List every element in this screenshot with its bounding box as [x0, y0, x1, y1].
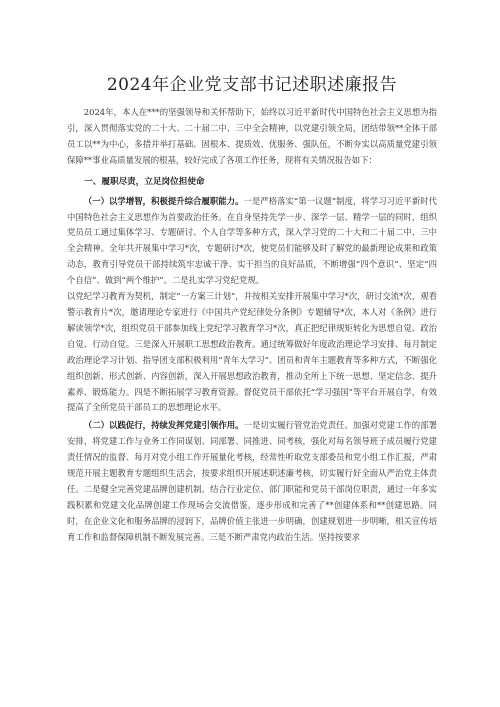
spacer	[67, 169, 437, 171]
document-title: 2024年企业党支部书记述职述廉报告	[106, 75, 398, 95]
subsection-1-text: 一是严格落实“第一议题”制度，将学习习近平新时代中国特色社会主义思想作为首要政治任务。在自身坚持先学一步、深学一层、精学一层的同时，组织党员员工通过集体学习、专题研讨、个人自学等多种方式，深入学习党的二十大和二十届二中、三中全会精神。全年共开展集中学习*次，专题研讨*次，使党员们能够及时了解党的最新理论成果和政策动态，教育引导党员干部持续筑牢忠诚干净、实干担当的良好品质，不断增强“四个意识”、坚定“四个自信”、做到“两个维护”。二是扎实学习党纪党规。	[67, 195, 438, 286]
subsection-2-heading: （二）以践促行，持续发挥党建引领作用。	[83, 420, 244, 431]
subsection-1-paragraph	[67, 194, 437, 289]
subsection-1-heading: （一）以学增智，积极提升综合履职能力。	[83, 195, 244, 206]
document-body	[67, 70, 437, 546]
subsection-1-continuation: 以党纪学习教育为契机，制定“一方案三计划”，并按相关安排开展集中学习*次，研讨交流*次，观看警示教育片*次，邀请理论专家进行《中国共产党纪律处分条例》专题辅导*次，本人对《条例》进行解读领学*次，组织党员干部参加线上党纪学习教育学习*次，真正把纪律规矩转化为思想自觉、政治自觉、行动自觉。三是深入开展职工思想政治教育。通过统筹做好年度政治理论学习安排、每月制定政治理论学习计划、指导团支部积极利用“青年大学习”、团员和青年主题教育等多种方式，不断强化组织创新、形式创新、内容创新，深入开展思想政治教育，推动全所上下统一思想、坚定信念、提升素养、锻炼能力。四是不断拓展学习教育资源。督促党员干部依托“学习强国”等平台开展自学，有效提高了全所党员干部员工的思想理论水平。	[67, 291, 437, 413]
intro-paragraph: 2024年，本人在***的坚强领导和关怀帮助下，始终以习近平新时代中国特色社会主义思想为指引，深入贯彻落实党的二十大、二十届二中、三中全会精神，以党建引领全局，团结带领**全体干部员工以**为中心，多措并举打基础、固根本、提质效、优服务、强队伍，不断夯实以高质量党建引领保障**事业高质量发展的根基，较好完成了各项工作任务，现将有关情况报告如下：	[67, 107, 437, 165]
subsection-2-text: 一是切实履行管党治党责任。加强对党建工作的部署安排，将党建工作与业务工作同谋划、同部署、同推进、同考核，强化对每名领导班子成员履行党建责任情况的监督、每月对党小组工作开展量化考核，经常性听取党支部委员和党小组工作汇报，严肃规范开展主题教育专题组织生活会，按要求组织开展述职述廉考核，切实履行好全面从严治党主体责任。二是健全完善党建品牌创建机制。结合行业定位、部门职能和党员干部岗位职责，通过一年多实践积累和党建文化品牌创建工作现场会交流借鉴，逐步形成和完善了**创建体系和**创建思路。同时，在企业文化和服务品牌的浸润下，品牌价值主张进一步明确，创建规划进一步明晰，相关宣传培育工作和监督保障机制不断发展完善。三是不断严肃党内政治生活。坚持按要求	[67, 420, 437, 542]
section-heading-1: 一、履职尽责，立足岗位担使命	[84, 176, 205, 187]
subsection-2-paragraph	[67, 418, 437, 545]
